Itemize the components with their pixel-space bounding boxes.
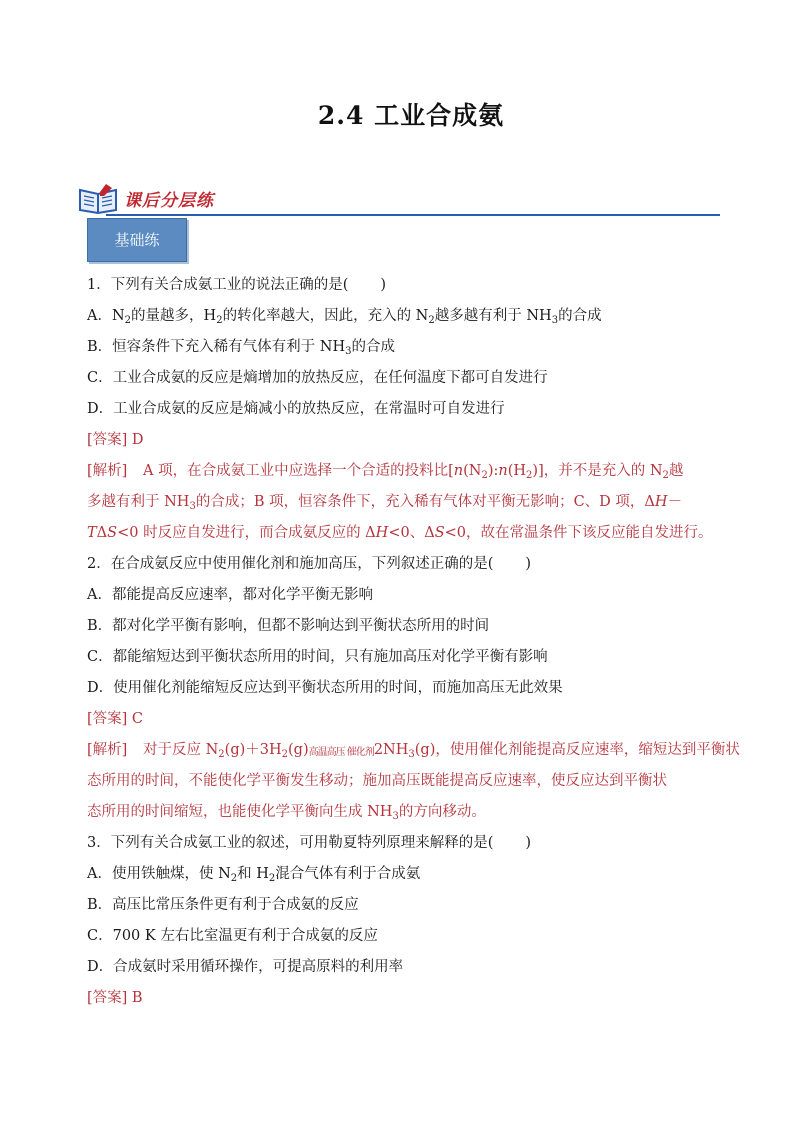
question-2-analysis-line-2: 态所用的时间，不能使化学平衡发生移动；施加高压既能提高反应速率，使反应达到平衡状	[87, 773, 667, 789]
section-header	[78, 180, 720, 216]
question-1-stem: 1．下列有关合成氨工业的说法正确的是( )	[87, 277, 387, 293]
question-1-option-c: C．工业合成氨的反应是熵增加的放热反应，在任何温度下都可自发进行	[87, 370, 548, 386]
question-3-option-d: D．合成氨时采用循环操作，可提高原料的利用率	[87, 959, 404, 975]
question-2-answer: [答案] C	[87, 711, 144, 727]
question-1-analysis-line-2: 多越有利于 $NH_3$的合成；B 项，恒容条件下，充入稀有气体对平衡无影响；C、D 项，ΔH－	[87, 494, 683, 512]
question-1-option-a: A．$N_2$的量越多，$H_2$的转化率越大，因此，充入的 $N_2$越多越有利于 $NH_3$的合成	[87, 308, 602, 326]
question-3-stem: 3．下列有关合成氨工业的叙述，可用勒夏特列原理来解释的是( )	[87, 835, 532, 851]
question-list	[87, 270, 740, 1014]
section-label: 课后分层练	[124, 191, 214, 211]
question-3-option-a: A．使用铁触煤，使 $N_2$和 $H_2$混合气体有利于合成氨	[87, 866, 421, 884]
question-1-option-d: D．工业合成氨的反应是熵减小的放热反应，在常温时可自发进行	[87, 401, 505, 417]
question-1-answer: [答案] D	[87, 432, 144, 448]
question-1-analysis-line-1: [解析] A 项，在合成氨工业中应选择一个合适的投料比$[n(N_2):n(H_2)]$，并不是充入的 $N_2$越	[87, 463, 684, 481]
question-2-option-d: D．使用催化剂能缩短反应达到平衡状态所用的时间，而施加高压无此效果	[87, 680, 563, 696]
open-book-icon	[78, 182, 118, 214]
level-tag: 基础练	[87, 218, 187, 262]
question-2-analysis-line-3: 态所用的时间缩短，也能使化学平衡向生成 $NH_3$的方向移动。	[87, 804, 486, 822]
question-3-answer: [答案] B	[87, 990, 143, 1006]
reversible-arrow: 高温高压 催化剂	[308, 747, 374, 758]
question-2-option-c: C．都能缩短达到平衡状态所用的时间，只有施加高压对化学平衡有影响	[87, 649, 548, 665]
question-2-option-b: B．都对化学平衡有影响，但都不影响达到平衡状态所用的时间	[87, 618, 490, 634]
question-3-option-b: B．高压比常压条件更有利于合成氨的反应	[87, 897, 359, 913]
question-2-option-a: A．都能提高反应速率，都对化学平衡无影响	[87, 587, 373, 603]
question-3-option-c: C．700 K 左右比室温更有利于合成氨的反应	[87, 928, 378, 944]
question-1-option-b: B．恒容条件下充入稀有气体有利于 $NH_3$的合成	[87, 339, 395, 357]
question-1-analysis-line-3: TΔS<0 时反应自发进行，而合成氨反应的 ΔH<0、ΔS<0，故在常温条件下该反应能自发进行。	[87, 525, 713, 541]
question-2-analysis-line-1: [解析] 对于反应 $N_2(g)+3H_2(g)$高温高压 催化剂$2NH_3(g)$，使用催化剂能提高反应速率，缩短达到平衡状	[87, 742, 740, 760]
question-2-stem: 2．在合成氨反应中使用催化剂和施加高压，下列叙述正确的是( )	[87, 556, 532, 572]
section-divider	[106, 214, 720, 216]
page-title: 2.4 工业合成氨	[317, 101, 505, 130]
